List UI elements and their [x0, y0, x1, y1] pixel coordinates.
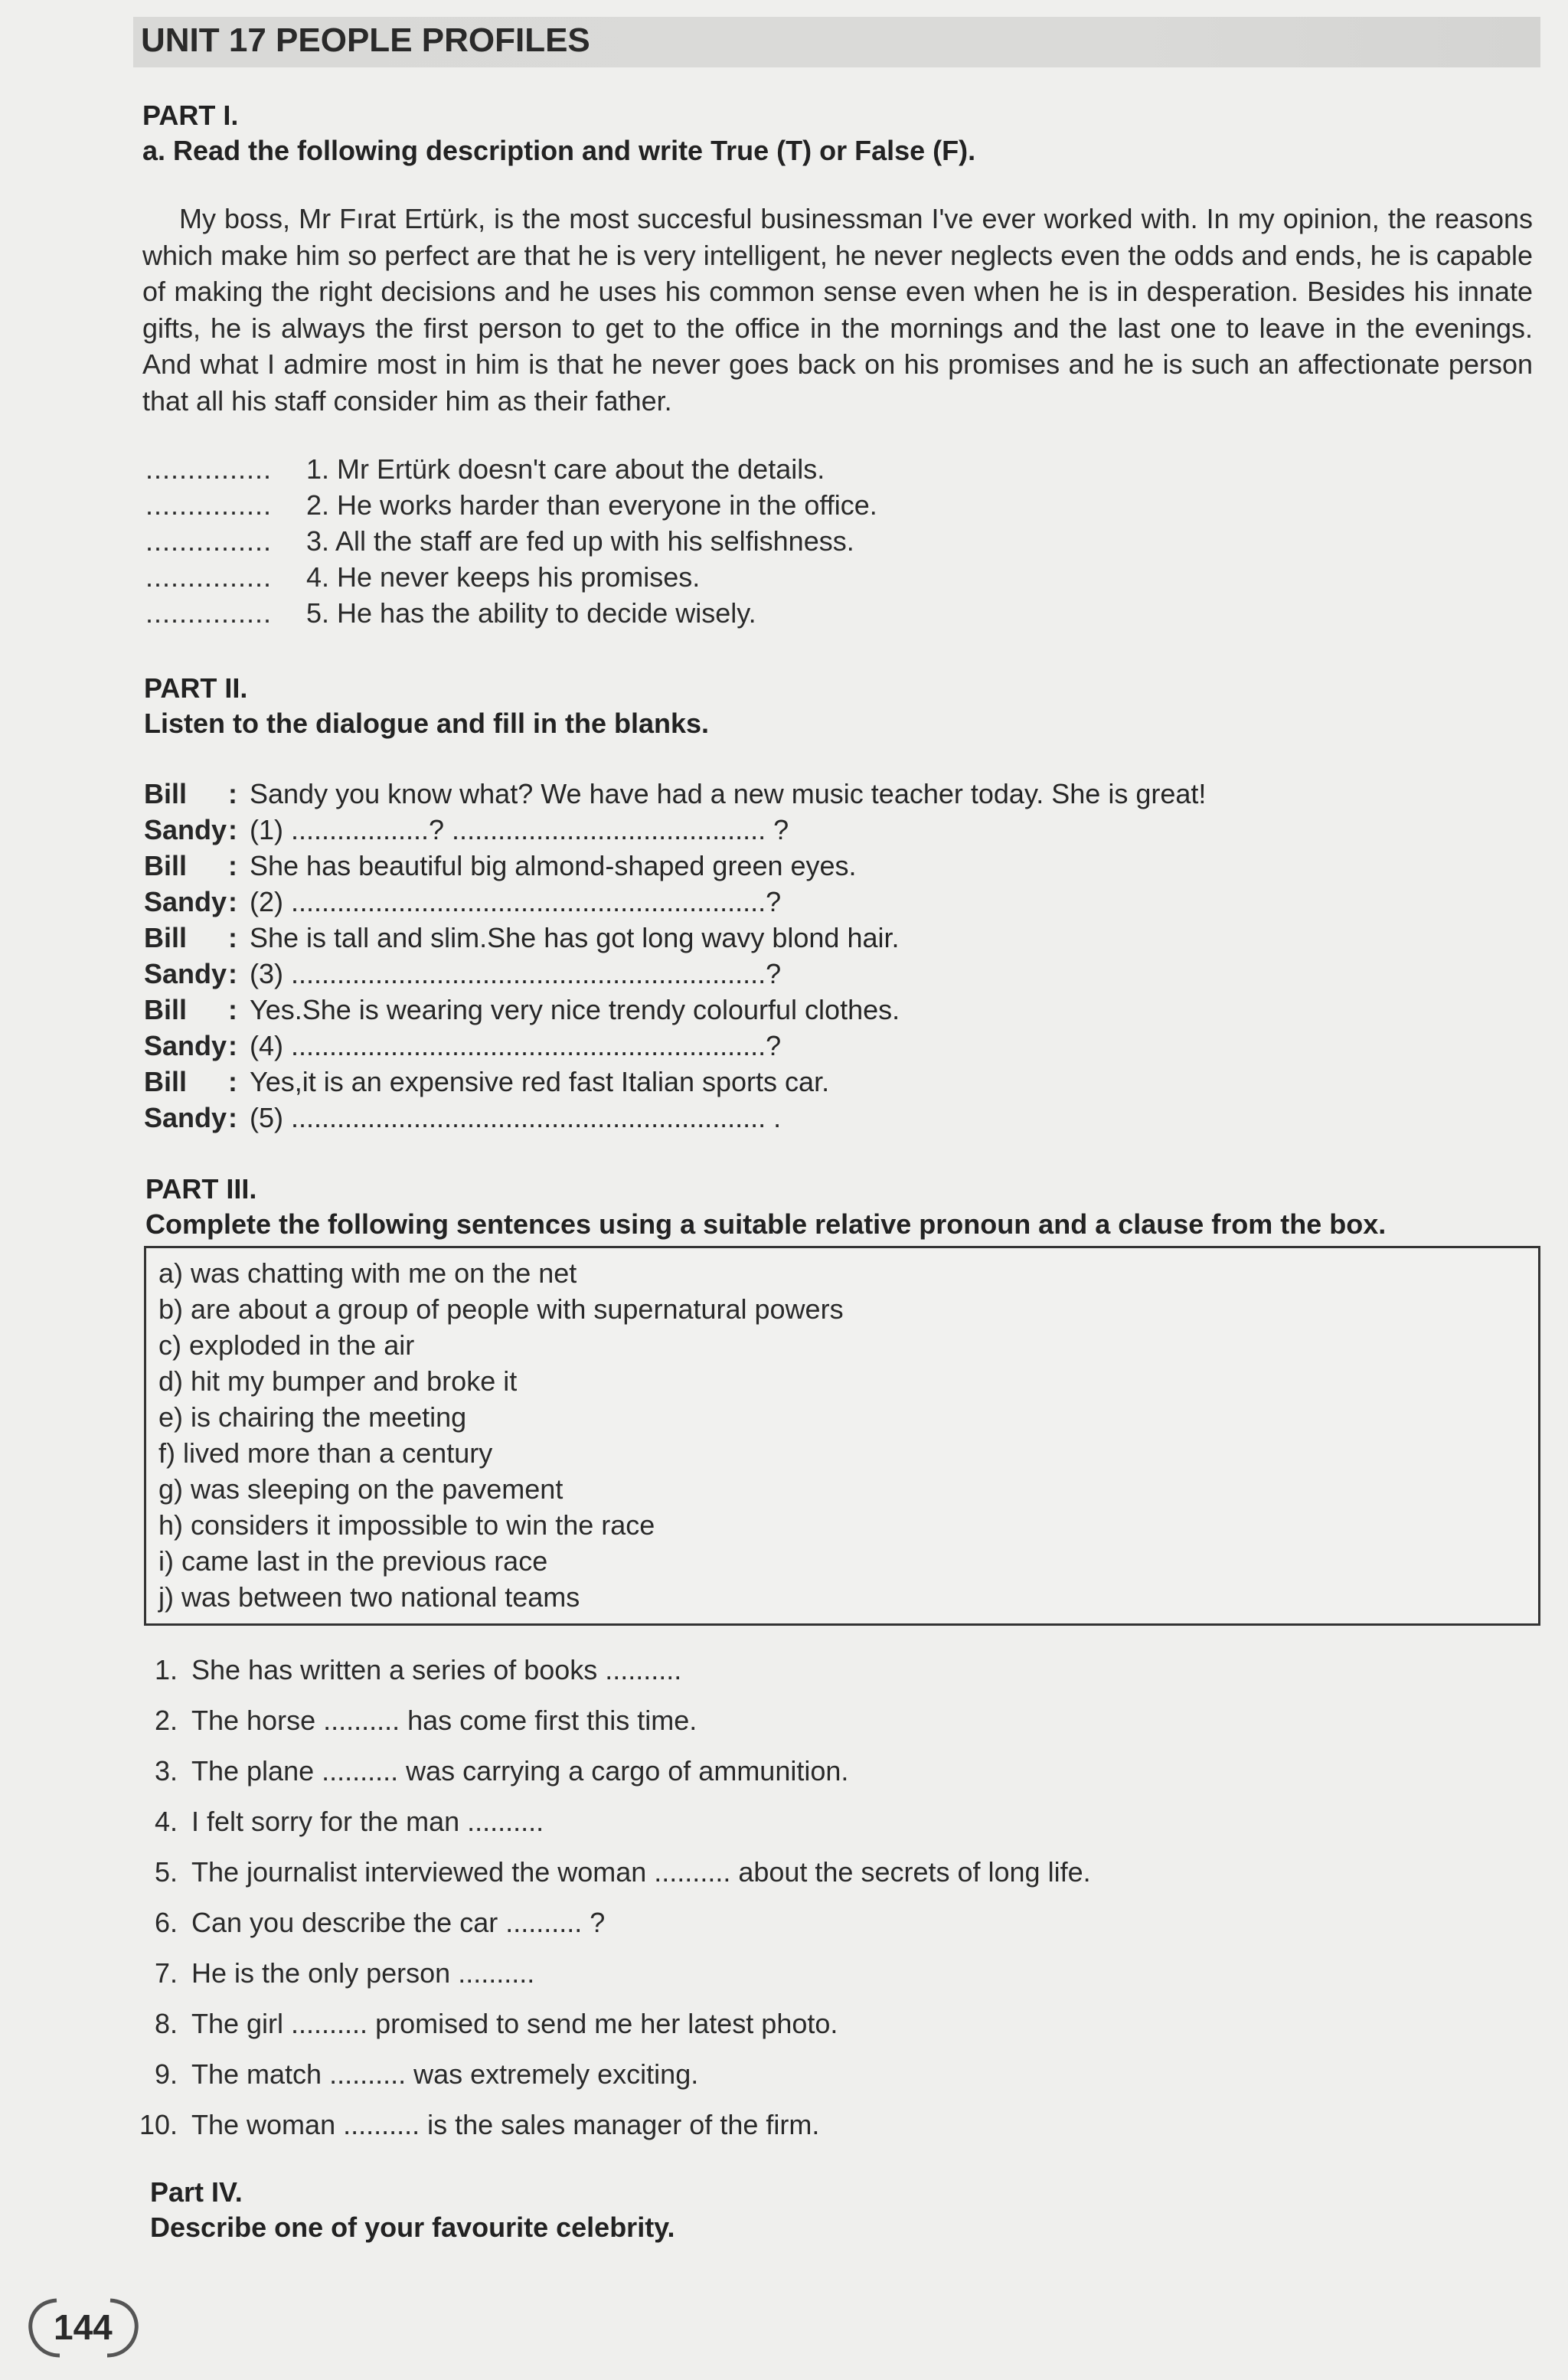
sentence-item: [129, 1856, 1091, 1888]
clause-option: c) exploded in the air: [158, 1329, 415, 1361]
tf-statement: 5. He has the ability to decide wisely.: [306, 597, 756, 629]
tf-item-2: [145, 489, 877, 521]
sentence-text[interactable]: The match .......... was extremely exciting.: [191, 2058, 699, 2090]
sentence-number: 3.: [154, 1755, 178, 1787]
clause-option: h) considers it impossible to win the race: [158, 1509, 655, 1541]
dialogue-blank[interactable]: (5) .............................................................. .: [250, 1102, 782, 1133]
colon: :: [228, 1066, 237, 1097]
tf-statement: 1. Mr Ertürk doesn't care about the details.: [306, 453, 825, 485]
dialogue-line: [144, 1030, 781, 1062]
dialogue-line: [144, 814, 789, 846]
speaker-name: Sandy: [144, 886, 227, 917]
colon: :: [228, 778, 237, 809]
part3-instruction: Complete the following sentences using a suitable relative pronoun and a clause from the box.: [145, 1208, 1387, 1240]
tf-item-1: [145, 453, 825, 485]
part2-instruction: Listen to the dialogue and fill in the blanks.: [144, 708, 710, 739]
tf-statement: 3. All the staff are fed up with his selfishness.: [306, 525, 854, 557]
colon: :: [228, 1102, 237, 1133]
clause-option: a) was chatting with me on the net: [158, 1257, 577, 1289]
colon: :: [228, 814, 237, 845]
sentence-number: 2.: [154, 1705, 178, 1736]
sentence-text[interactable]: The girl .......... promised to send me her latest photo.: [191, 2008, 838, 2039]
sentence-item: [129, 1907, 605, 1939]
unit-title: UNIT 17 PEOPLE PROFILES: [141, 21, 590, 59]
speaker-name: Bill: [144, 778, 188, 809]
part4-instruction: Describe one of your favourite celebrity.: [150, 2212, 675, 2243]
sentence-text[interactable]: Can you describe the car .......... ?: [191, 1907, 606, 1938]
dialogue-blank[interactable]: (2) ..............................................................?: [250, 886, 782, 917]
colon: :: [228, 958, 237, 989]
tf-statement: 4. He never keeps his promises.: [306, 561, 701, 593]
speaker-name: Bill: [144, 1066, 188, 1097]
sentence-item: [129, 1755, 848, 1787]
speaker-name: Sandy: [144, 814, 227, 845]
sentence-number: 8.: [154, 2008, 178, 2039]
sentence-item: [129, 2058, 698, 2091]
part1-instruction: a. Read the following description and write True (T) or False (F).: [142, 135, 976, 166]
colon: :: [228, 922, 237, 953]
tf-item-3: [145, 525, 854, 557]
sentence-number: 1.: [154, 1654, 178, 1685]
clause-option: g) was sleeping on the pavement: [158, 1473, 564, 1505]
dialogue-text: Yes.She is wearing very nice trendy colourful clothes.: [250, 994, 900, 1025]
clause-option: f) lived more than a century: [158, 1437, 493, 1469]
dialogue-line: [144, 1102, 781, 1134]
dialogue-line: [144, 1066, 829, 1098]
answer-blank[interactable]: ...............: [145, 561, 273, 593]
sentence-text[interactable]: The horse .......... has come first this time.: [191, 1705, 697, 1736]
tf-item-4: [145, 561, 700, 593]
sentence-text[interactable]: The woman .......... is the sales manager of the firm.: [191, 2109, 820, 2140]
sentence-item: [129, 1705, 697, 1737]
part4-heading: Part IV.: [150, 2176, 243, 2208]
tf-statement: 2. He works harder than everyone in the office.: [306, 489, 877, 521]
sentence-number: 9.: [154, 2058, 178, 2090]
sentence-text[interactable]: The journalist interviewed the woman .......... about the secrets of long life.: [191, 1856, 1091, 1888]
speaker-name: Sandy: [144, 1102, 227, 1133]
dialogue-blank[interactable]: (3) ..............................................................?: [250, 958, 782, 989]
sentence-item: [129, 2008, 838, 2040]
answer-blank[interactable]: ...............: [145, 597, 273, 629]
dialogue-line: [144, 850, 857, 882]
sentence-item: [129, 1806, 544, 1838]
speaker-name: Sandy: [144, 958, 227, 989]
speaker-name: Sandy: [144, 1030, 227, 1061]
sentence-text[interactable]: She has written a series of books ..........: [191, 1654, 682, 1685]
page-number: 144: [54, 2307, 113, 2347]
speaker-name: Bill: [144, 922, 188, 953]
sentence-item: [129, 2109, 819, 2141]
dialogue-text: Sandy you know what? We have had a new music teacher today. She is great!: [250, 778, 1207, 809]
sentence-item: [129, 1957, 534, 1989]
dialogue-text: She has beautiful big almond-shaped green eyes.: [250, 850, 857, 881]
part1-heading: PART I.: [142, 100, 239, 131]
speaker-name: Bill: [144, 994, 188, 1025]
dialogue-blank[interactable]: (4) ..............................................................?: [250, 1030, 782, 1061]
tf-item-5: [145, 597, 756, 629]
clause-option: i) came last in the previous race: [158, 1545, 548, 1577]
dialogue-line: [144, 886, 781, 918]
clause-option: j) was between two national teams: [158, 1581, 580, 1613]
speaker-name: Bill: [144, 850, 188, 881]
answer-blank[interactable]: ...............: [145, 525, 273, 557]
sentence-text[interactable]: The plane .......... was carrying a cargo of ammunition.: [191, 1755, 849, 1787]
sentence-item: [129, 1654, 681, 1686]
colon: :: [228, 886, 237, 917]
dialogue-blank[interactable]: (1) ..................? ......................................... ?: [250, 814, 789, 845]
dialogue-text: She is tall and slim.She has got long wavy blond hair.: [250, 922, 900, 953]
dialogue-line: [144, 922, 900, 954]
clause-box: [144, 1246, 1540, 1626]
colon: :: [228, 1030, 237, 1061]
dialogue-line: [144, 994, 900, 1026]
part1-paragraph: My boss, Mr Fırat Ertürk, is the most succesful businessman I've ever worked with. In my opinion, the reasons which make him so perfect are that he is very intelligent, he never neglects even the odds and ends, he is capable of making the right decisions and he uses his common sense even when he is in desperation. Besides his innate gifts, he is always the first person to get to the office in the mornings and the last one to leave in the evenings. And what I admire most in him is that he never goes back on his promises and he is such an affectionate person that all his staff consider him as their father.: [142, 203, 1533, 417]
colon: :: [228, 994, 237, 1025]
sentence-text[interactable]: He is the only person ..........: [191, 1957, 535, 1989]
sentence-number: 10.: [139, 2109, 178, 2140]
dialogue-line: [144, 958, 781, 990]
dialogue-line: [144, 778, 1206, 810]
sentence-number: 5.: [154, 1856, 178, 1888]
sentence-number: 6.: [154, 1907, 178, 1938]
part3-heading: PART III.: [145, 1173, 257, 1205]
clause-option: e) is chairing the meeting: [158, 1401, 467, 1433]
sentence-number: 4.: [154, 1806, 178, 1837]
part2-heading: PART II.: [144, 672, 248, 704]
answer-blank[interactable]: ...............: [145, 453, 273, 485]
sentence-text[interactable]: I felt sorry for the man ..........: [191, 1806, 544, 1837]
answer-blank[interactable]: ...............: [145, 489, 273, 521]
clause-option: d) hit my bumper and broke it: [158, 1365, 518, 1397]
colon: :: [228, 850, 237, 881]
clause-option: b) are about a group of people with supernatural powers: [158, 1293, 844, 1325]
dialogue-text: Yes,it is an expensive red fast Italian sports car.: [250, 1066, 830, 1097]
sentence-number: 7.: [154, 1957, 178, 1989]
